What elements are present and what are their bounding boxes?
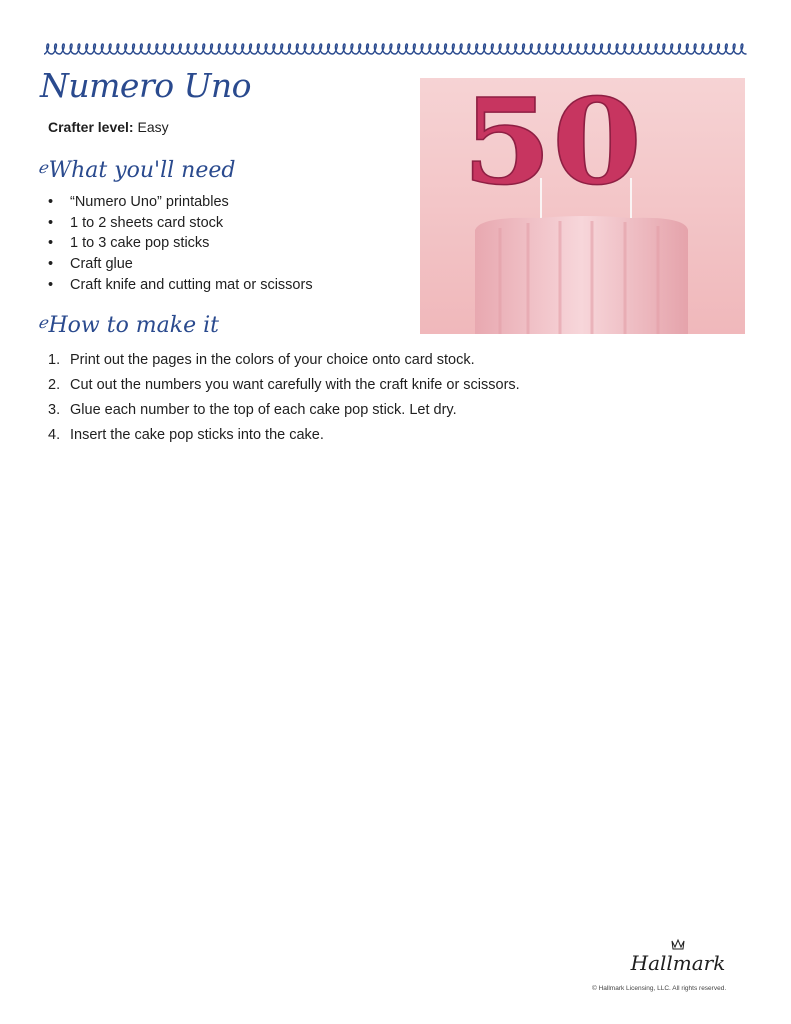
- list-item: [48, 398, 520, 423]
- step-number: 3.: [48, 402, 61, 418]
- page-title: Numero Uno: [40, 66, 252, 105]
- loop-border-decoration: [44, 42, 749, 60]
- crafter-level-label: Crafter level:: [48, 119, 134, 135]
- list-item: • 1 to 3 cake pop sticks: [48, 233, 313, 254]
- list-item: [48, 373, 520, 398]
- list-item: • Craft glue: [48, 254, 313, 275]
- crafter-level-value: Easy: [137, 119, 169, 135]
- crafter-level: [48, 119, 169, 135]
- step-text: Insert the cake pop sticks into the cake.: [70, 427, 324, 443]
- needs-heading: [38, 158, 235, 183]
- list-item: [48, 348, 520, 373]
- step-number: 1.: [48, 352, 61, 368]
- list-item: • “Numero Uno” printables: [48, 192, 313, 213]
- step-number: 4.: [48, 427, 61, 443]
- step-text: Cut out the numbers you want carefully with the craft knife or scissors.: [70, 377, 520, 393]
- step-text: Glue each number to the top of each cake pop stick. Let dry.: [70, 402, 457, 418]
- copyright-text: © Hallmark Licensing, LLC. All rights reserved.: [592, 985, 727, 992]
- supplies-list: [48, 192, 313, 296]
- swirl-icon: ℯ: [38, 158, 48, 177]
- howto-heading: [38, 313, 219, 338]
- howto-heading-text: How to make it: [48, 313, 220, 338]
- needs-heading-text: What you'll need: [48, 158, 236, 183]
- cake-topper-number: 50: [462, 78, 642, 211]
- step-number: 2.: [48, 377, 61, 393]
- steps-list: [48, 348, 520, 448]
- cake-photo: [420, 78, 745, 334]
- swirl-icon: ℯ: [38, 313, 48, 332]
- hallmark-logo: [624, 938, 732, 982]
- hallmark-logo-text: Hallmark: [630, 951, 726, 975]
- step-text: Print out the pages in the colors of your choice onto card stock.: [70, 352, 475, 368]
- list-item: • Craft knife and cutting mat or scissors: [48, 275, 313, 296]
- list-item: [48, 423, 520, 448]
- list-item: • 1 to 2 sheets card stock: [48, 213, 313, 234]
